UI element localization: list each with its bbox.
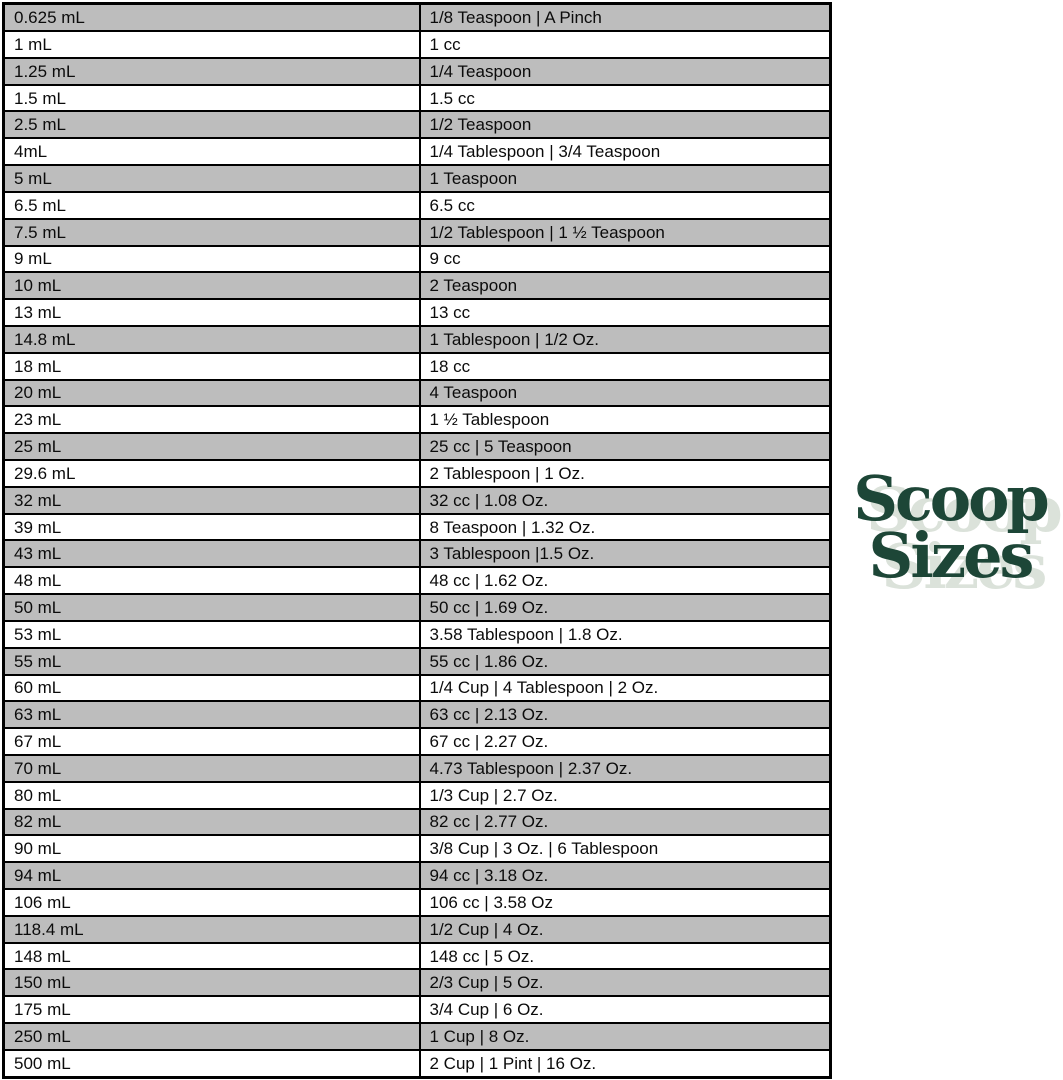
ml-cell: 1.5 mL	[4, 85, 420, 112]
table-row	[4, 487, 831, 514]
conversion-cell: 3/8 Cup | 3 Oz. | 6 Tablespoon	[420, 835, 831, 862]
table-row	[4, 31, 831, 58]
ml-cell: 29.6 mL	[4, 460, 420, 487]
ml-cell: 67 mL	[4, 728, 420, 755]
conversion-cell: 2 Tablespoon | 1 Oz.	[420, 460, 831, 487]
ml-cell: 50 mL	[4, 594, 420, 621]
ml-cell: 106 mL	[4, 889, 420, 916]
table-row	[4, 648, 831, 675]
conversion-cell: 106 cc | 3.58 Oz	[420, 889, 831, 916]
table-row	[4, 809, 831, 836]
ml-cell: 1 mL	[4, 31, 420, 58]
conversion-cell: 25 cc | 5 Teaspoon	[420, 433, 831, 460]
table-row	[4, 246, 831, 273]
conversion-cell: 55 cc | 1.86 Oz.	[420, 648, 831, 675]
conversion-cell: 2 Teaspoon	[420, 272, 831, 299]
ml-cell: 80 mL	[4, 782, 420, 809]
table-row	[4, 165, 831, 192]
conversion-cell: 2/3 Cup | 5 Oz.	[420, 969, 831, 996]
ml-cell: 500 mL	[4, 1050, 420, 1078]
conversion-cell: 48 cc | 1.62 Oz.	[420, 567, 831, 594]
table-row	[4, 889, 831, 916]
conversion-cell: 94 cc | 3.18 Oz.	[420, 862, 831, 889]
table-body	[4, 4, 831, 1078]
conversion-cell: 1/4 Teaspoon	[420, 58, 831, 85]
table-row	[4, 111, 831, 138]
table-row	[4, 969, 831, 996]
ml-cell: 43 mL	[4, 540, 420, 567]
table-row	[4, 4, 831, 32]
ml-cell: 14.8 mL	[4, 326, 420, 353]
ml-cell: 148 mL	[4, 943, 420, 970]
ml-cell: 48 mL	[4, 567, 420, 594]
table-row	[4, 782, 831, 809]
conversion-cell: 8 Teaspoon | 1.32 Oz.	[420, 514, 831, 541]
table-row	[4, 353, 831, 380]
conversion-cell: 1/2 Teaspoon	[420, 111, 831, 138]
conversion-cell: 6.5 cc	[420, 192, 831, 219]
conversion-cell: 1 Teaspoon	[420, 165, 831, 192]
conversion-cell: 148 cc | 5 Oz.	[420, 943, 831, 970]
table-row	[4, 540, 831, 567]
logo-line-2: Sizes	[868, 519, 1032, 593]
conversion-cell: 50 cc | 1.69 Oz.	[420, 594, 831, 621]
table-row	[4, 192, 831, 219]
ml-cell: 0.625 mL	[4, 4, 420, 32]
ml-cell: 23 mL	[4, 406, 420, 433]
table-row	[4, 85, 831, 112]
ml-cell: 90 mL	[4, 835, 420, 862]
table-row	[4, 862, 831, 889]
conversion-cell: 1/4 Cup | 4 Tablespoon | 2 Oz.	[420, 675, 831, 702]
ml-cell: 94 mL	[4, 862, 420, 889]
conversion-cell: 3.58 Tablespoon | 1.8 Oz.	[420, 621, 831, 648]
ml-cell: 4mL	[4, 138, 420, 165]
conversion-cell: 1/2 Tablespoon | 1 ½ Teaspoon	[420, 219, 831, 246]
conversion-cell: 67 cc | 2.27 Oz.	[420, 728, 831, 755]
conversion-cell: 1 cc	[420, 31, 831, 58]
table-row	[4, 916, 831, 943]
table-row	[4, 380, 831, 407]
conversion-cell: 18 cc	[420, 353, 831, 380]
ml-cell: 250 mL	[4, 1023, 420, 1050]
ml-cell: 32 mL	[4, 487, 420, 514]
ml-cell: 150 mL	[4, 969, 420, 996]
table-row	[4, 433, 831, 460]
ml-cell: 13 mL	[4, 299, 420, 326]
table-row	[4, 755, 831, 782]
ml-cell: 39 mL	[4, 514, 420, 541]
table-row	[4, 460, 831, 487]
conversion-cell: 3 Tablespoon |1.5 Oz.	[420, 540, 831, 567]
table-row	[4, 996, 831, 1023]
table-row	[4, 621, 831, 648]
table-row	[4, 835, 831, 862]
conversion-cell: 4.73 Tablespoon | 2.37 Oz.	[420, 755, 831, 782]
conversion-cell: 3/4 Cup | 6 Oz.	[420, 996, 831, 1023]
conversion-cell: 2 Cup | 1 Pint | 16 Oz.	[420, 1050, 831, 1078]
conversion-cell: 82 cc | 2.77 Oz.	[420, 809, 831, 836]
ml-cell: 18 mL	[4, 353, 420, 380]
table-row	[4, 567, 831, 594]
conversion-cell: 1 Tablespoon | 1/2 Oz.	[420, 326, 831, 353]
table-row	[4, 701, 831, 728]
ml-cell: 70 mL	[4, 755, 420, 782]
table-row	[4, 1023, 831, 1050]
table-row	[4, 514, 831, 541]
table-row	[4, 1050, 831, 1078]
conversion-cell: 1/4 Tablespoon | 3/4 Teaspoon	[420, 138, 831, 165]
table-row	[4, 326, 831, 353]
ml-cell: 10 mL	[4, 272, 420, 299]
conversion-cell: 1 Cup | 8 Oz.	[420, 1023, 831, 1050]
ml-cell: 20 mL	[4, 380, 420, 407]
conversion-cell: 4 Teaspoon	[420, 380, 831, 407]
conversion-cell: 1/2 Cup | 4 Oz.	[420, 916, 831, 943]
ml-cell: 6.5 mL	[4, 192, 420, 219]
conversion-cell: 1/8 Teaspoon | A Pinch	[420, 4, 831, 32]
conversion-cell: 1/3 Cup | 2.7 Oz.	[420, 782, 831, 809]
ml-cell: 5 mL	[4, 165, 420, 192]
ml-cell: 2.5 mL	[4, 111, 420, 138]
conversion-cell: 32 cc | 1.08 Oz.	[420, 487, 831, 514]
table-row	[4, 943, 831, 970]
ml-cell: 63 mL	[4, 701, 420, 728]
ml-cell: 1.25 mL	[4, 58, 420, 85]
ml-cell: 60 mL	[4, 675, 420, 702]
ml-cell: 175 mL	[4, 996, 420, 1023]
scoop-sizes-logo	[836, 462, 1063, 593]
table-row	[4, 675, 831, 702]
conversion-cell: 13 cc	[420, 299, 831, 326]
conversion-cell: 1 ½ Tablespoon	[420, 406, 831, 433]
conversion-cell: 1.5 cc	[420, 85, 831, 112]
table-row	[4, 219, 831, 246]
conversion-cell: 9 cc	[420, 246, 831, 273]
conversion-cell: 63 cc | 2.13 Oz.	[420, 701, 831, 728]
conversion-table	[2, 2, 832, 1079]
table-row	[4, 299, 831, 326]
table-row	[4, 272, 831, 299]
table-row	[4, 406, 831, 433]
table-row	[4, 728, 831, 755]
ml-cell: 55 mL	[4, 648, 420, 675]
ml-cell: 7.5 mL	[4, 219, 420, 246]
table-row	[4, 138, 831, 165]
ml-cell: 53 mL	[4, 621, 420, 648]
table-row	[4, 58, 831, 85]
ml-cell: 82 mL	[4, 809, 420, 836]
logo-line-1: Scoop	[853, 462, 1047, 535]
ml-cell: 118.4 mL	[4, 916, 420, 943]
ml-cell: 9 mL	[4, 246, 420, 273]
ml-cell: 25 mL	[4, 433, 420, 460]
table-row	[4, 594, 831, 621]
